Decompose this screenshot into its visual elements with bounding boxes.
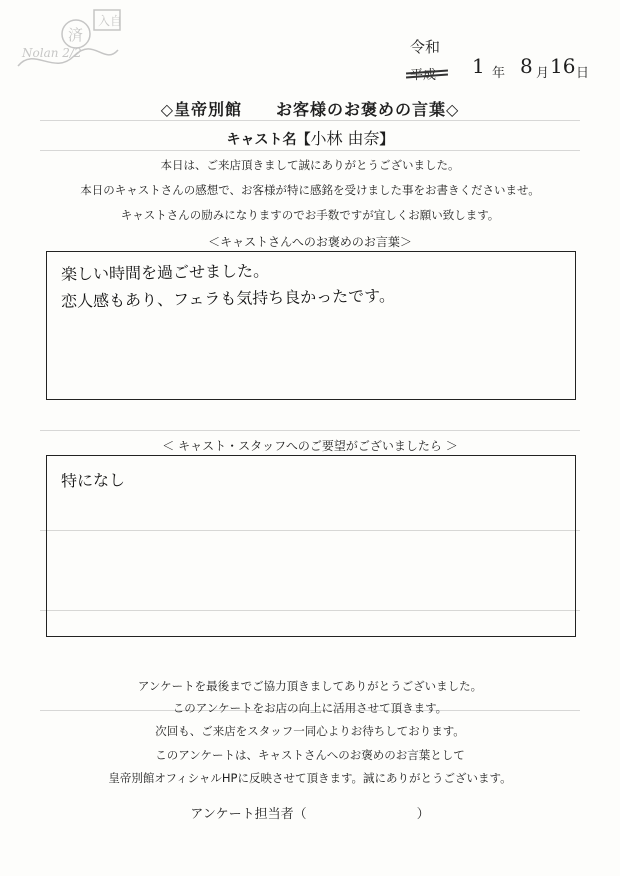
footer-line-2: このアンケートをお店の向上に活用させて頂きます。 xyxy=(172,701,448,715)
era-written: 令和 xyxy=(410,38,441,56)
cast-label: キャスト名【 xyxy=(226,132,311,148)
cast-name-line xyxy=(0,126,620,149)
footer-line-1: アンケートを最後までご協力頂きましてありがとうございました。 xyxy=(137,679,483,693)
intro-line-3: キャストさんの励みになりますのでお手数ですが宜しくお願い致します。 xyxy=(120,208,500,222)
survey-staff-close: ） xyxy=(416,807,430,822)
praise-line-2: 恋人感もあり、フェラも気持ち良かったです。 xyxy=(60,286,396,311)
requests-text: 特になし xyxy=(60,470,126,491)
date-month: 8 xyxy=(520,54,533,78)
date-line xyxy=(408,34,608,84)
praise-box xyxy=(46,251,576,400)
stamp-text-bottom: Nolan 2/2 xyxy=(22,46,82,60)
intro-line-2: 本日のキャストさんの感想で、お客様が特に感銘を受けました事をお書きくださいませ。 xyxy=(80,183,540,197)
intro-line-1: 本日は、ご来店頂きまして誠にありがとうございました。 xyxy=(160,158,460,172)
footer-line-5: 皇帝別館オフィシャルHPに反映させて頂きます。誠にありがとうございます。 xyxy=(108,771,512,785)
praise-label: ＜キャストさんへのお褒めのお言葉＞ xyxy=(208,235,412,249)
date-day-label: 日 xyxy=(576,66,590,81)
requests-box xyxy=(46,455,576,637)
cast-name: 小林 由奈 xyxy=(310,129,380,148)
survey-staff-line xyxy=(0,803,620,822)
footer-line-3: 次回も、ご来店をスタッフ一同心よりお待ちしております。 xyxy=(155,724,465,738)
footer-line-4: このアンケートは、キャストさんへのお褒めのお言葉として xyxy=(155,748,465,762)
date-year-label: 年 xyxy=(492,66,506,81)
requests-label: ＜ キャスト・スタッフへのご要望がございましたら ＞ xyxy=(162,439,458,453)
praise-line-1: 楽しい時間を過ごせました。 xyxy=(60,261,270,284)
received-stamp xyxy=(14,6,124,78)
stamp-text-mid: 済 xyxy=(68,26,84,44)
cast-close: 】 xyxy=(379,132,394,148)
page-title: ◇皇帝別館 お客様のお褒めの言葉◇ xyxy=(160,100,460,119)
date-year: 1 xyxy=(472,54,485,78)
date-day: 16 xyxy=(550,54,576,78)
survey-staff-label: アンケート担当者（ xyxy=(190,807,307,822)
stamp-text-top: 入自 xyxy=(98,14,123,28)
date-month-label: 月 xyxy=(536,66,550,81)
